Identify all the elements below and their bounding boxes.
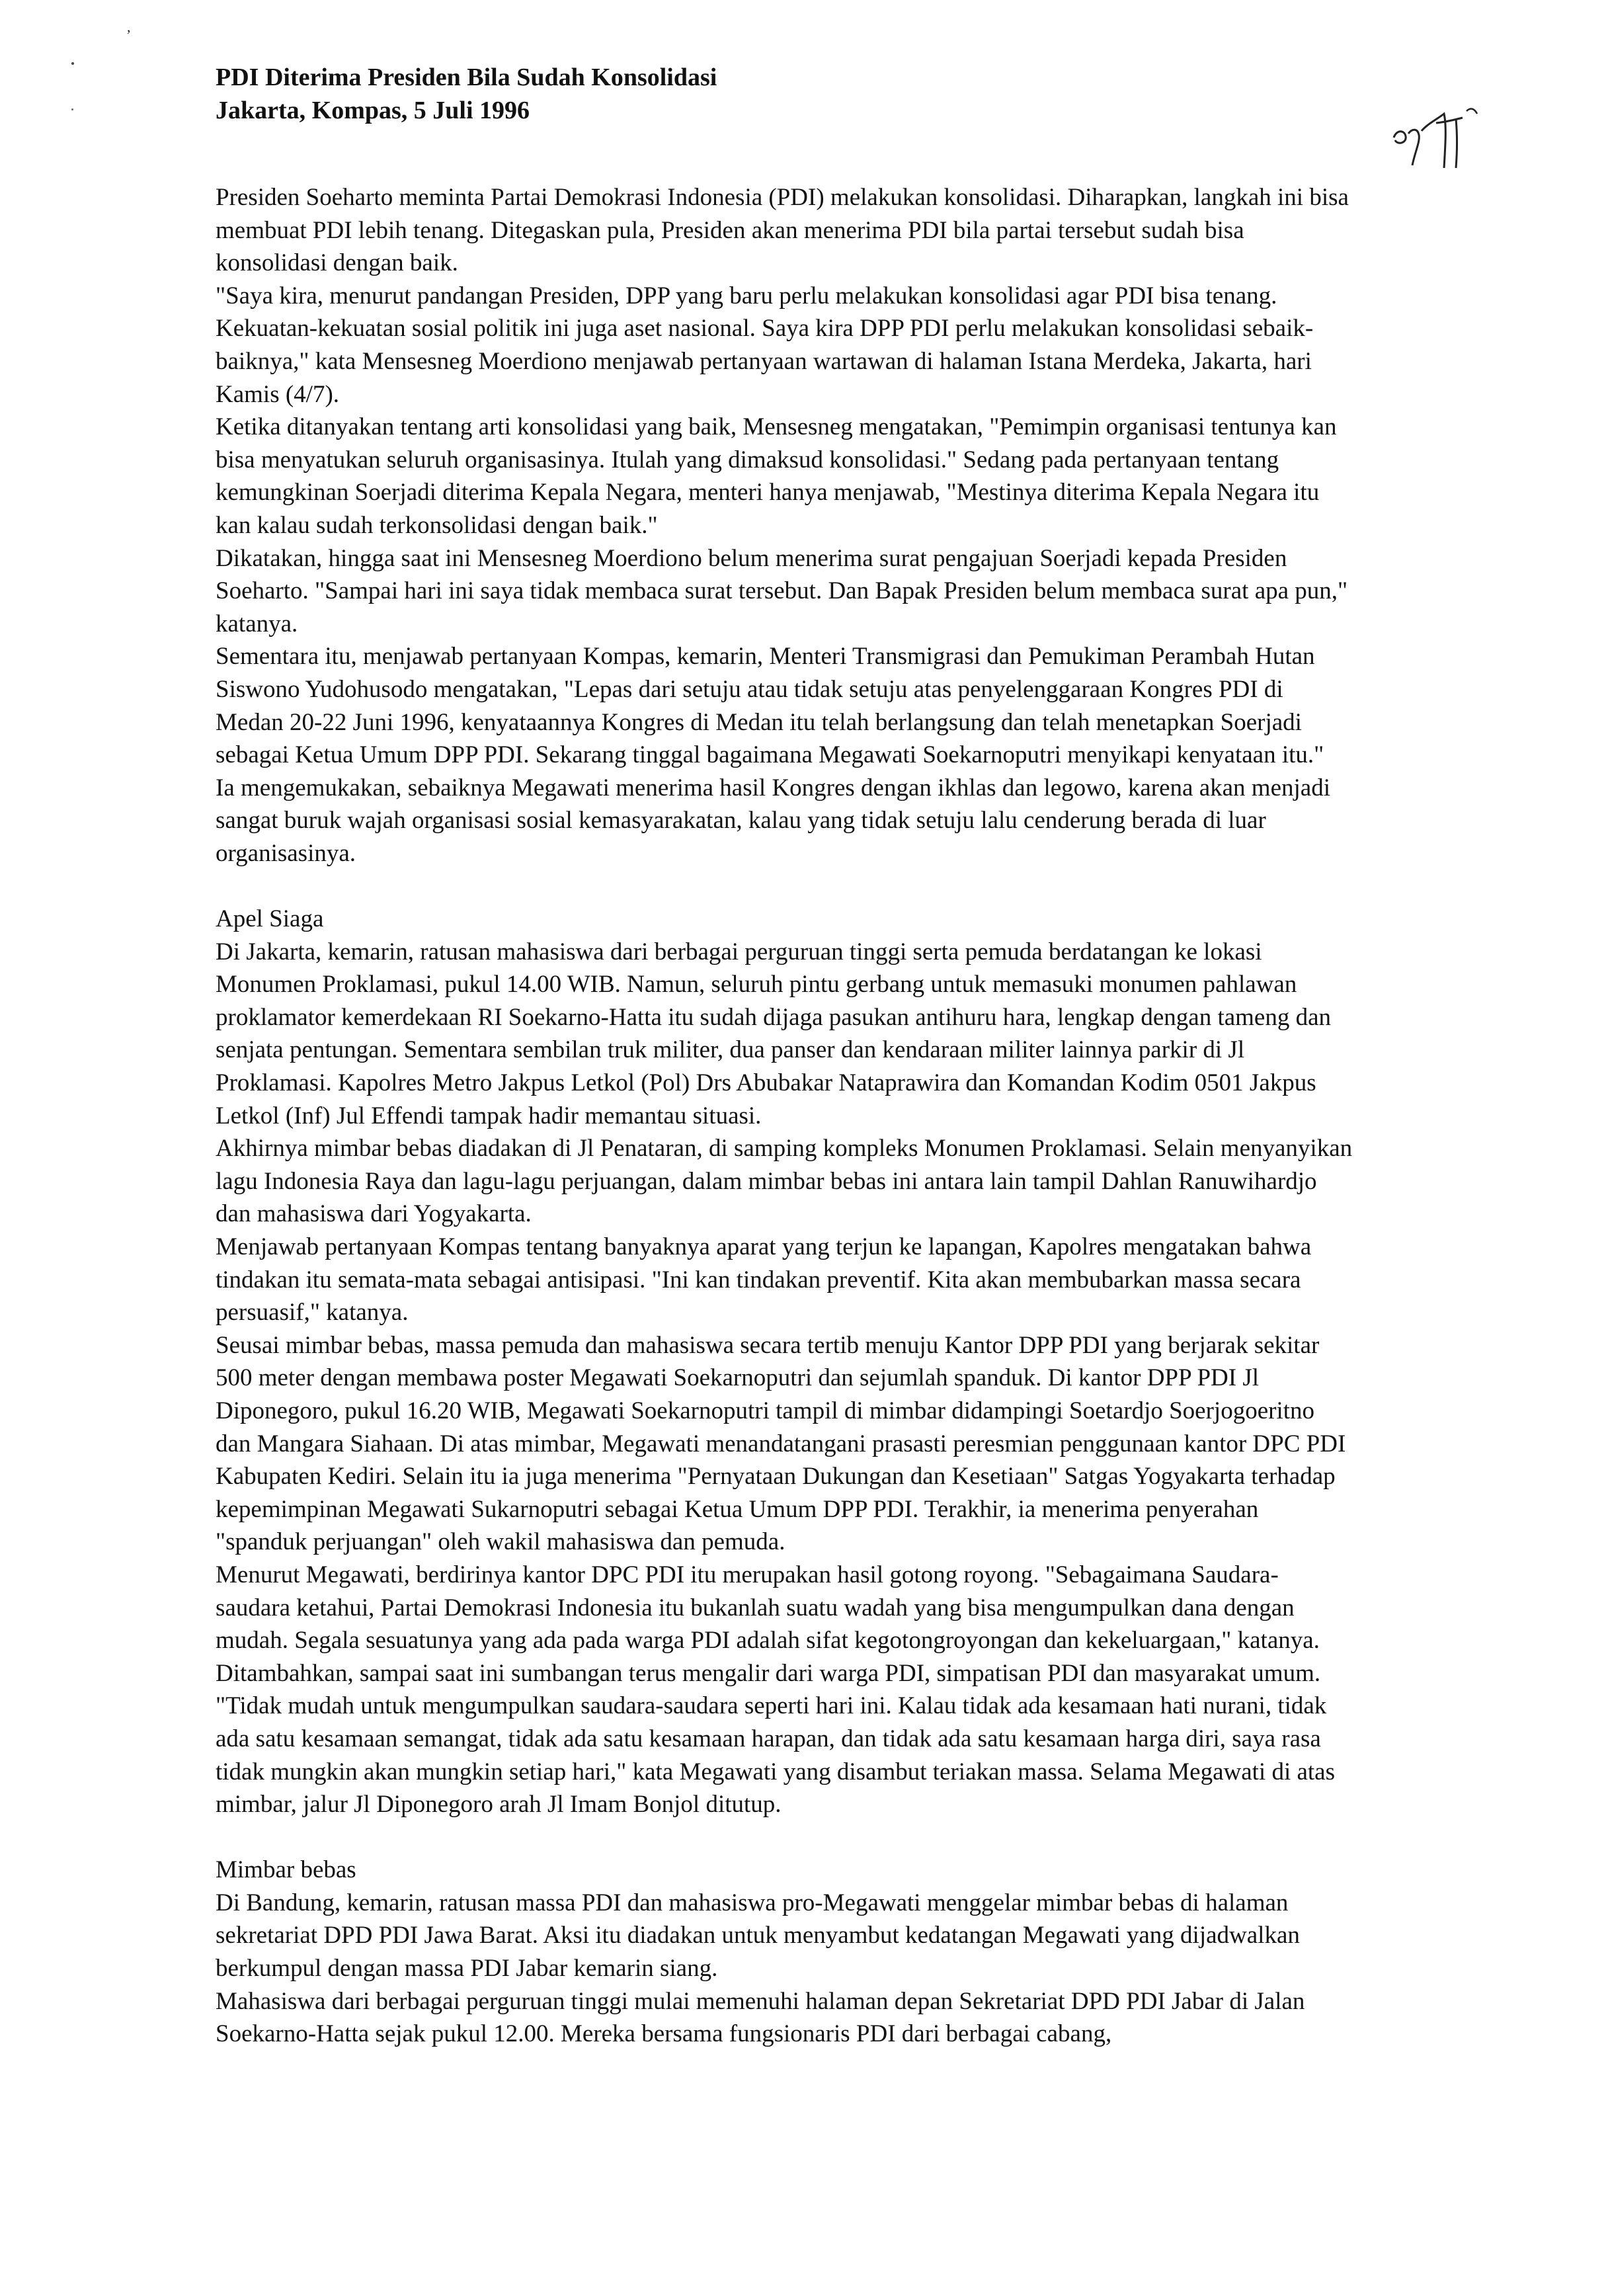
paragraph: Seusai mimbar bebas, massa pemuda dan mahasiswa secara tertib menuju Kantor DPP PDI yang berjarak sekitar 500 meter dengan membawa poster Megawati Soekarnoputri dan sejumlah spanduk. Di kantor DPP PDI Jl Diponegoro, pukul 16.20 WIB, Megawati Soekarnoputri tampil di mimbar didampingi Soetardjo Soerjogoeritno dan Mangara Siahaan. Di atas mimbar, Megawati menandatangani prasasti peresmian penggunaan kantor DPC PDI Kabupaten Kediri. Selain itu ia juga menerima "Pernyataan Dukungan dan Kesetiaan" Satgas Yogyakarta terhadap kepemimpinan Megawati Sukarnoputri sebagai Ketua Umum DPP PDI. Terakhir, ia menerima penyerahan "spanduk perjuangan" oleh wakil mahasiswa dan pemuda.: [216, 1331, 1346, 1556]
paragraph: Ketika ditanyakan tentang arti konsolidasi yang baik, Mensesneg mengatakan, "Pemimpin organisasi tentunya kan bisa menyatukan seluruh organisasinya. Itulah yang dimaksud konsolidasi." Sedang pada pertanyaan tentang kemungkinan Soerjadi diterima Kepala Negara, menteri hanya menjawab, "Mestinya diterima Kepala Negara itu kan kalau sudah terkonsolidasi dengan baik.": [216, 413, 1337, 539]
scan-dot: [71, 108, 73, 110]
paragraph: Menjawab pertanyaan Kompas tentang banyaknya aparat yang terjun ke lapangan, Kapolres mengatakan bahwa tindakan itu semata-mata sebagai antisipasi. "Ini kan tindakan preventif. Kita akan membubarkan massa secara persuasif," katanya.: [216, 1233, 1312, 1327]
paragraph: Akhirnya mimbar bebas diadakan di Jl Penataran, di samping kompleks Monumen Proklamasi. Selain menyanyikan lagu Indonesia Raya dan lagu-lagu perjuangan, dalam mimbar bebas ini antara lain tampil Dahlan Ranuwihardjo dan mahasiswa dari Yogyakarta.: [216, 1135, 1353, 1228]
paragraph: Menurut Megawati, berdirinya kantor DPC PDI itu merupakan hasil gotong royong. "Sebagaimana Saudara-saudara ketahui, Partai Demokrasi Indonesia itu bukanlah suatu wadah yang bisa mengumpulkan dana dengan mudah. Segala sesuatunya yang ada pada warga PDI adalah sifat kegotongroyongan dan kekeluargaan," katanya. Ditambahkan, sampai saat ini sumbangan terus mengalir dari warga PDI, simpatisan PDI dan masyarakat umum.: [216, 1561, 1321, 1687]
scan-speck: ,: [127, 19, 131, 35]
paragraph: Di Jakarta, kemarin, ratusan mahasiswa dari berbagai perguruan tinggi serta pemuda berdatangan ke lokasi Monumen Proklamasi, pukul 14.00 WIB. Namun, seluruh pintu gerbang untuk memasuki monumen pahlawan proklamator kemerdekaan RI Soekarno-Hatta itu sudah dijaga pasukan antihuru hara, lengkap dengan tameng dan senjata pentungan. Sementara sembilan truk militer, dua panser dan kendaraan militer lainnya parkir di Jl Proklamasi. Kapolres Metro Jakpus Letkol (Pol) Drs Abubakar Nataprawira dan Komandan Kodim 0501 Jakpus Letkol (Inf) Jul Effendi tampak hadir memantau situasi.: [216, 938, 1332, 1129]
article-title: PDI Diterima Presiden Bila Sudah Konsolidasi: [216, 63, 717, 91]
article-body: [216, 181, 1353, 2051]
document-page: [216, 61, 1353, 2051]
paragraph: "Saya kira, menurut pandangan Presiden, DPP yang baru perlu melakukan konsolidasi agar PDI bisa tenang. Kekuatan-kekuatan sosial politik ini juga aset nasional. Saya kira DPP PDI perlu melakukan konsolidasi sebaik-baiknya," kata Mensesneg Moerdiono menjawab pertanyaan wartawan di halaman Istana Merdeka, Jakarta, hari Kamis (4/7).: [216, 282, 1314, 408]
paragraph: Ia mengemukakan, sebaiknya Megawati menerima hasil Kongres dengan ikhlas dan legowo, karena akan menjadi sangat buruk wajah organisasi sosial kemasyarakatan, kalau yang tidak setuju lalu cenderung berada di luar organisasinya.: [216, 774, 1330, 867]
paragraph: Mahasiswa dari berbagai perguruan tinggi mulai memenuhi halaman depan Sekretariat DPD PDI Jabar di Jalan Soekarno-Hatta sejak pukul 12.00. Mereka bersama fungsionaris PDI dari berbagai cabang,: [216, 1987, 1305, 2048]
paragraph: Sementara itu, menjawab pertanyaan Kompas, kemarin, Menteri Transmigrasi dan Pemukiman Perambah Hutan Siswono Yudohusodo mengatakan, "Lepas dari setuju atau tidak setuju atas penyelenggaraan Kongres PDI di Medan 20-22 Juni 1996, kenyataannya Kongres di Medan itu telah berlangsung dan telah menetapkan Soerjadi sebagai Ketua Umum DPP PDI. Sekarang tinggal bagaimana Megawati Soekarnoputri menyikapi kenyataan itu.": [216, 643, 1324, 769]
paragraph: Di Bandung, kemarin, ratusan massa PDI dan mahasiswa pro-Megawati menggelar mimbar bebas di halaman sekretariat DPD PDI Jawa Barat. Aksi itu diadakan untuk menyambut kedatangan Megawati yang dijadwalkan berkumpul dengan massa PDI Jabar kemarin siang.: [216, 1889, 1300, 1983]
scan-dot: [71, 62, 74, 65]
paragraph: "Tidak mudah untuk mengumpulkan saudara-saudara seperti hari ini. Kalau tidak ada kesamaan hati nurani, tidak ada satu kesamaan semangat, tidak ada satu kesamaan harapan, dan tidak ada satu kesamaan harga diri, saya rasa tidak mungkin akan mungkin setiap hari," kata Megawati yang disambut teriakan massa. Selama Megawati di atas mimbar, jalur Jl Diponegoro arah Jl Imam Bonjol ditutup.: [216, 1692, 1336, 1819]
section-heading: Mimbar bebas: [216, 1856, 356, 1884]
article-dateline: Jakarta, Kompas, 5 Juli 1996: [216, 97, 530, 124]
handwritten-annotation: [1388, 99, 1481, 179]
section-heading: Apel Siaga: [216, 905, 324, 933]
paragraph: Dikatakan, hingga saat ini Mensesneg Moerdiono belum menerima surat pengajuan Soerjadi kepada Presiden Soeharto. "Sampai hari ini saya tidak membaca surat tersebut. Dan Bapak Presiden belum membaca surat apa pun," katanya.: [216, 544, 1348, 637]
paragraph: Presiden Soeharto meminta Partai Demokrasi Indonesia (PDI) melakukan konsolidasi. Diharapkan, langkah ini bisa membuat PDI lebih tenang. Ditegaskan pula, Presiden akan menerima PDI bila partai tersebut sudah bisa konsolidasi dengan baik.: [216, 184, 1349, 277]
